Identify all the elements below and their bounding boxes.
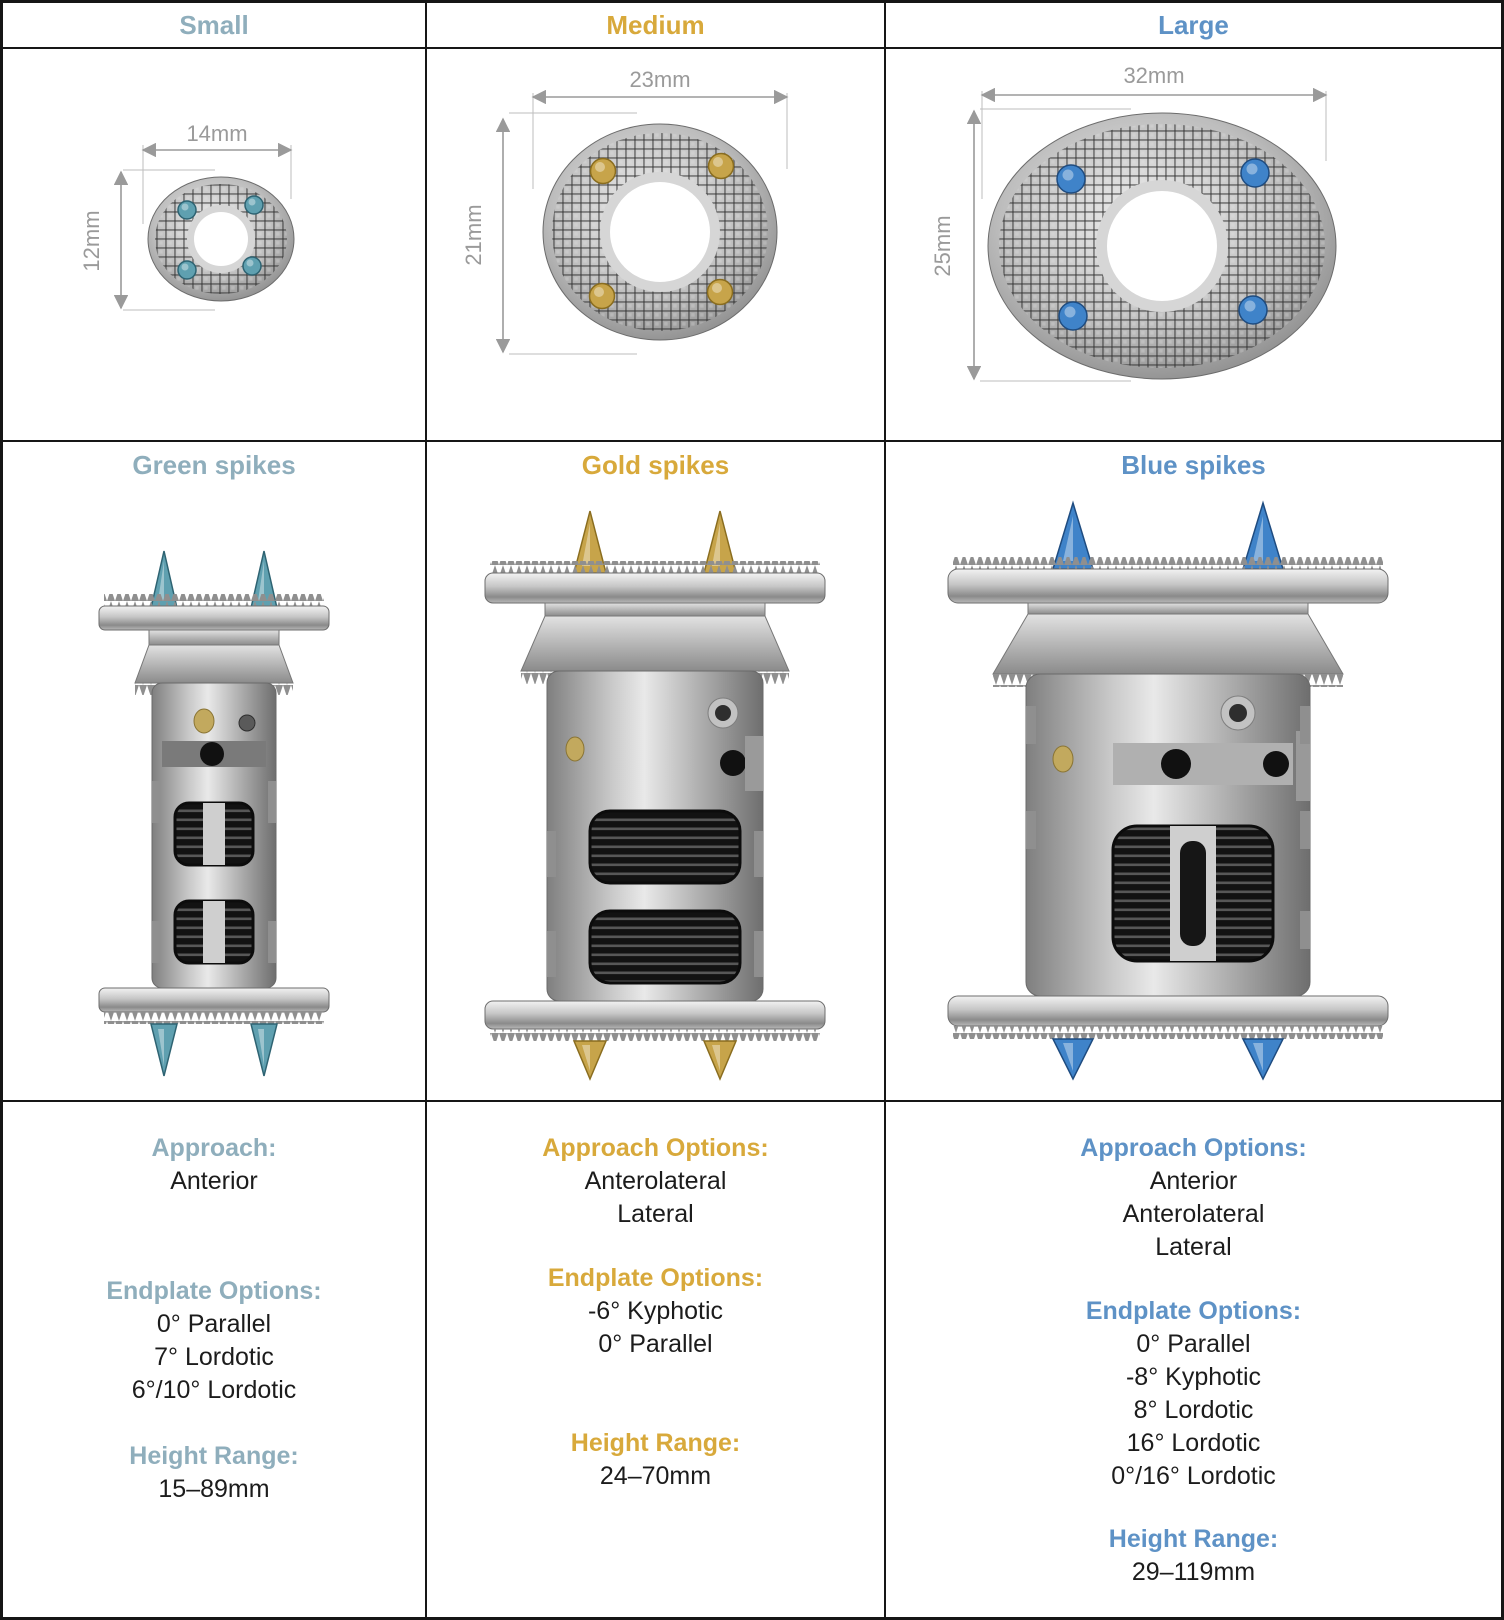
endplate-options-heading: Endplate Options: bbox=[106, 1277, 322, 1305]
approach-option: Anterior bbox=[1149, 1167, 1238, 1195]
height-range-value: 29–119mm bbox=[1131, 1558, 1256, 1586]
endplate-hole bbox=[194, 212, 248, 266]
device-cell-small bbox=[3, 442, 425, 1100]
bottom-flange bbox=[948, 996, 1388, 1026]
height-range-heading: Height Range: bbox=[129, 1442, 299, 1470]
spike-type-label-small: Green spikes bbox=[132, 450, 296, 480]
endplate-cell-small bbox=[3, 49, 425, 440]
endplate-option: 6°/10° Lordotic bbox=[131, 1376, 297, 1404]
top-flange bbox=[99, 606, 329, 630]
specs-small bbox=[3, 1102, 425, 1617]
width-dimension-label: 14mm bbox=[186, 121, 248, 146]
gear-collar bbox=[993, 614, 1343, 674]
endplate-options-heading: Endplate Options: bbox=[547, 1264, 764, 1292]
endplate-option: 8° Lordotic bbox=[1133, 1396, 1254, 1424]
lower-window bbox=[590, 911, 740, 983]
approach-option: Anterolateral bbox=[1122, 1200, 1265, 1228]
lock-hole-right bbox=[1263, 751, 1289, 777]
neck bbox=[545, 603, 765, 616]
neck bbox=[149, 630, 279, 645]
gold-pin bbox=[1053, 746, 1073, 772]
endplate-option: -8° Kyphotic bbox=[1125, 1363, 1262, 1391]
endplate-top-view-small bbox=[3, 49, 425, 440]
height-dimension-label: 12mm bbox=[79, 210, 104, 272]
endplate-cell-medium bbox=[427, 49, 884, 440]
lower-window-bar bbox=[203, 901, 225, 963]
spike-type-label-medium: Gold spikes bbox=[581, 450, 730, 480]
bottom-spikes bbox=[151, 1024, 277, 1076]
spike-type-label-large: Blue spikes bbox=[1121, 450, 1266, 480]
top-serration bbox=[953, 557, 1383, 569]
gear-collar bbox=[135, 645, 293, 683]
bottom-serration bbox=[953, 1026, 1383, 1039]
center-slot bbox=[1180, 841, 1206, 946]
column-header-small-label: Small bbox=[179, 9, 249, 40]
endplate-option: 0° Parallel bbox=[598, 1330, 713, 1358]
width-dimension-label: 23mm bbox=[629, 67, 691, 92]
side-step bbox=[745, 736, 763, 791]
gold-pin bbox=[194, 709, 214, 733]
endplate-option: -6° Kyphotic bbox=[587, 1297, 724, 1325]
lock-hole bbox=[200, 742, 224, 766]
endplate-top-view-medium bbox=[427, 49, 884, 440]
column-header-large bbox=[886, 3, 1501, 47]
upper-window bbox=[590, 811, 740, 883]
height-range-value: 15–89mm bbox=[158, 1475, 270, 1503]
neck bbox=[1028, 603, 1308, 614]
endplate-option: 0° Parallel bbox=[156, 1310, 272, 1338]
column-header-small bbox=[3, 3, 425, 47]
lock-hole-left bbox=[1161, 749, 1191, 779]
set-screw bbox=[239, 715, 255, 731]
endplate-option: 0°/16° Lordotic bbox=[1111, 1462, 1276, 1490]
column-header-medium bbox=[427, 3, 884, 47]
height-range-value: 24–70mm bbox=[599, 1462, 712, 1490]
gold-pin bbox=[566, 737, 584, 761]
device-side-view-medium bbox=[427, 481, 884, 1081]
top-flange bbox=[948, 569, 1388, 603]
bottom-serration bbox=[104, 1012, 324, 1024]
approach-option: Anterior bbox=[170, 1167, 258, 1195]
approach-option: Lateral bbox=[1155, 1233, 1232, 1261]
endplate-option: 16° Lordotic bbox=[1126, 1429, 1261, 1457]
column-header-medium-label: Medium bbox=[606, 9, 705, 40]
endplate-top-view-large bbox=[886, 49, 1498, 440]
specs-large bbox=[886, 1102, 1501, 1617]
height-dimension-label: 25mm bbox=[930, 215, 955, 277]
column-header-large-label: Large bbox=[1158, 9, 1229, 40]
approach-heading: Approach Options: bbox=[542, 1134, 769, 1162]
bottom-serration bbox=[490, 1029, 820, 1041]
endplate-hole bbox=[1107, 191, 1217, 301]
endplate-options-heading: Endplate Options: bbox=[1085, 1297, 1302, 1325]
height-range-heading: Height Range: bbox=[570, 1429, 741, 1457]
top-serration bbox=[104, 594, 324, 606]
device-cell-large bbox=[886, 442, 1501, 1100]
screw-hole bbox=[715, 705, 731, 721]
bottom-spikes bbox=[1053, 1039, 1283, 1079]
bottom-flange bbox=[99, 988, 329, 1012]
device-side-view-large bbox=[888, 481, 1500, 1081]
gear-collar bbox=[521, 616, 789, 671]
upper-window-bar bbox=[203, 803, 225, 865]
top-flange bbox=[485, 573, 825, 603]
bottom-spikes bbox=[574, 1041, 736, 1079]
approach-heading: Approach Options: bbox=[1080, 1134, 1307, 1162]
height-range-heading: Height Range: bbox=[1108, 1525, 1279, 1553]
endplate-option: 7° Lordotic bbox=[154, 1343, 274, 1371]
device-cell-medium bbox=[427, 442, 884, 1100]
screw-hole bbox=[1229, 704, 1247, 722]
width-dimension-label: 32mm bbox=[1123, 63, 1185, 88]
height-dimension-label: 21mm bbox=[461, 204, 486, 266]
endplate-cell-large bbox=[886, 49, 1501, 440]
approach-option: Lateral bbox=[617, 1200, 694, 1228]
top-serration bbox=[490, 561, 820, 573]
lock-hole bbox=[720, 750, 746, 776]
endplate-option: 0° Parallel bbox=[1136, 1330, 1251, 1358]
device-side-view-small bbox=[3, 481, 425, 1081]
approach-option: Anterolateral bbox=[584, 1167, 727, 1195]
approach-heading: Approach: bbox=[151, 1134, 277, 1162]
bottom-flange bbox=[485, 1001, 825, 1029]
endplate-hole bbox=[610, 182, 710, 282]
specs-medium bbox=[427, 1102, 884, 1617]
